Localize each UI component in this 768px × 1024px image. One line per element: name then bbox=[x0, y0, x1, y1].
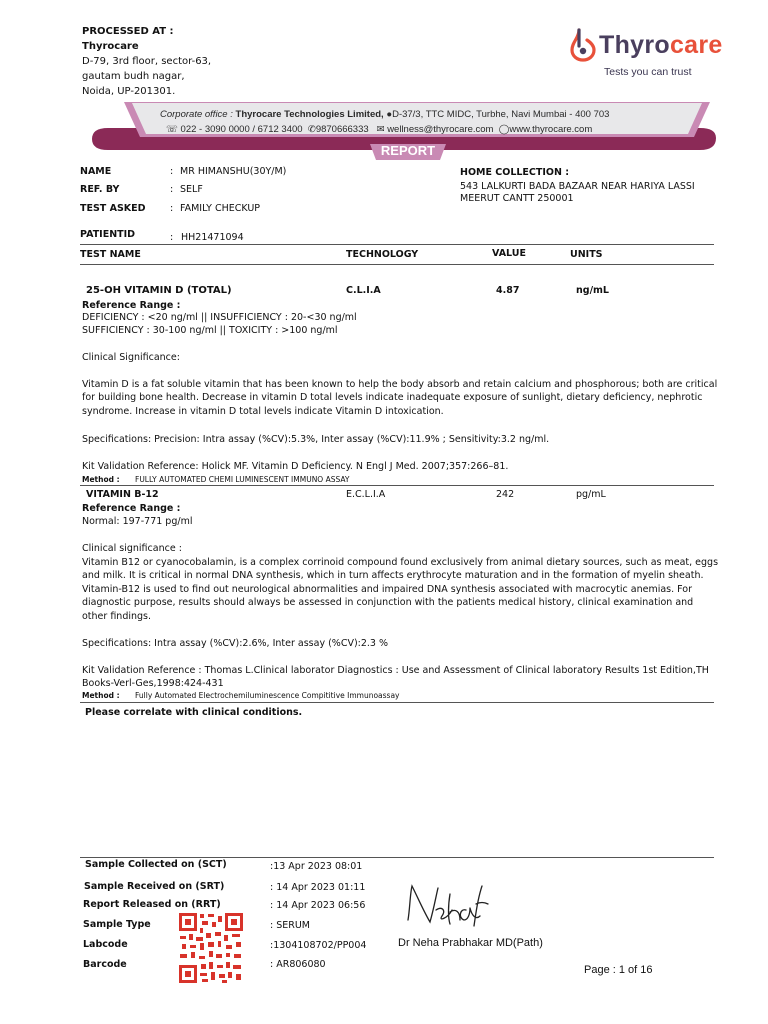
processed-address-line2: gautam budh nagar, bbox=[82, 71, 185, 82]
labcode-label: Labcode bbox=[83, 939, 128, 950]
sample-type-label: Sample Type bbox=[83, 919, 151, 930]
vitd-value: 4.87 bbox=[496, 285, 520, 296]
barcode-value: : AR806080 bbox=[270, 959, 326, 970]
vitd-technology: C.L.I.A bbox=[346, 285, 381, 296]
b12-value: 242 bbox=[496, 489, 515, 500]
b12-clinical-line4: diagnostic purpose, results should always be assessed in conjunction with the patients medical history, clinical examination and bbox=[82, 597, 694, 608]
vitd-reference-line1: DEFICIENCY : <20 ng/ml || INSUFFICIENCY : 20-<30 ng/ml bbox=[82, 312, 357, 323]
vitd-section-rule bbox=[80, 485, 714, 486]
home-collection-label: HOME COLLECTION : bbox=[460, 167, 570, 178]
globe-icon: ◯ bbox=[498, 124, 510, 135]
b12-specifications: Specifications: Intra assay (%CV):2.6%, Inter assay (%CV):2.3 % bbox=[82, 638, 389, 649]
corporate-label: Corporate office : bbox=[160, 109, 233, 120]
processed-lab-name: Thyrocare bbox=[82, 41, 139, 52]
logo-tagline: Tests you can trust bbox=[604, 66, 692, 78]
column-units: UNITS bbox=[570, 249, 603, 260]
vitd-units: ng/mL bbox=[576, 285, 609, 296]
name-colon: : bbox=[170, 166, 174, 177]
b12-section-rule bbox=[80, 702, 714, 703]
b12-clinical-line1: Vitamin B12 or cyanocobalamin, is a complex corrinoid compound found exclusively from animal dietary sources, such as meat, eggs bbox=[82, 557, 719, 568]
vitd-clinical-line1: Vitamin D is a fat soluble vitamin that has been known to help the body absorb and retain calcium and phosphorous; both are critical bbox=[82, 379, 718, 390]
vitd-specifications: Specifications: Precision: Intra assay (%CV):5.3%, Inter assay (%CV):11.9% ; Sensitivity:3.2 ng/ml. bbox=[82, 434, 550, 445]
b12-kit-validation-line1: Kit Validation Reference : Thomas L.Clinical laborator Diagnostics : Use and Assessment of Clinical laboratory Results 1st Edition,TH bbox=[82, 665, 709, 676]
b12-test-name: VITAMIN B-12 bbox=[86, 489, 159, 500]
home-collection-line2: MEERUT CANTT 250001 bbox=[460, 193, 574, 204]
b12-reference-label: Reference Range : bbox=[82, 503, 181, 514]
processed-address-line1: D-79, 3rd floor, sector-63, bbox=[82, 56, 212, 67]
qr-code-icon bbox=[178, 912, 244, 984]
refby-colon: : bbox=[170, 184, 174, 195]
test-asked-label: TEST ASKED bbox=[80, 203, 146, 214]
name-label: NAME bbox=[80, 166, 112, 177]
barcode-label: Barcode bbox=[83, 959, 127, 970]
processed-address-line3: Noida, UP-201301. bbox=[82, 86, 176, 97]
whatsapp-number: 9870666333 bbox=[315, 124, 369, 135]
processed-at-title: PROCESSED AT : bbox=[82, 26, 174, 37]
rrt-value: : 14 Apr 2023 06:56 bbox=[270, 900, 366, 911]
srt-value: : 14 Apr 2023 01:11 bbox=[270, 882, 366, 893]
logo-name-thyro: Thyro bbox=[599, 31, 670, 59]
vitd-reference-line2: SUFFICIENCY : 30-100 ng/ml || TOXICITY : >100 ng/ml bbox=[82, 325, 338, 336]
drop-logo-icon bbox=[570, 28, 598, 62]
refby-label: REF. BY bbox=[80, 184, 120, 195]
b12-method-label: Method : bbox=[82, 691, 120, 700]
doctor-name: Dr Neha Prabhakar MD(Path) bbox=[398, 937, 543, 949]
corporate-address: D-37/3, TTC MIDC, Turbhe, Navi Mumbai - 400 703 bbox=[392, 109, 610, 120]
b12-kit-validation-line2: Books-Verl-Ges,1998:424-431 bbox=[82, 678, 224, 689]
patientid-colon: : bbox=[170, 232, 174, 243]
page-number: Page : 1 of 16 bbox=[584, 964, 653, 976]
srt-label: Sample Received on (SRT) bbox=[84, 881, 225, 892]
phone-numbers: 022 - 3090 0000 / 6712 3400 bbox=[180, 124, 303, 135]
vitd-clinical-line3: syndrome. Increase in vitamin D total levels indicate Vitamin D intoxication. bbox=[82, 406, 444, 417]
table-header-top-rule bbox=[80, 244, 714, 245]
corporate-company: Thyrocare Technologies Limited, bbox=[235, 109, 384, 120]
home-collection-line1: 543 LALKURTI BADA BAZAAR NEAR HARIYA LASSI bbox=[460, 181, 695, 192]
refby-value: SELF bbox=[180, 184, 203, 195]
email-icon: ✉ bbox=[376, 124, 385, 135]
patientid-label: PATIENTID bbox=[80, 229, 136, 240]
column-test-name: TEST NAME bbox=[80, 249, 141, 260]
contact-line bbox=[166, 124, 592, 135]
sct-label: Sample Collected on (SCT) bbox=[85, 859, 227, 870]
b12-clinical-line3: Vitamin-B12 is used to find out neurological abnormalities and impaired DNA synthesis associated with macrocytic anemias. For bbox=[82, 584, 693, 595]
location-pin-icon: ● bbox=[386, 109, 393, 120]
vitd-kit-validation: Kit Validation Reference: Holick MF. Vitamin D Deficiency. N Engl J Med. 2007;357:266–81. bbox=[82, 461, 509, 472]
vitd-test-name: 25-OH VITAMIN D (TOTAL) bbox=[86, 285, 232, 296]
b12-clinical-line2: and milk. It is critical in normal DNA synthesis, which in turn affects erythrocyte maturation and in the formation of myelin sheath. bbox=[82, 570, 704, 581]
vitd-reference-label: Reference Range : bbox=[82, 300, 181, 311]
correlate-note: Please correlate with clinical conditions. bbox=[85, 707, 303, 718]
b12-reference-line1: Normal: 197-771 pg/ml bbox=[82, 516, 193, 527]
b12-clinical-label: Clinical significance : bbox=[82, 543, 182, 554]
column-value: VALUE bbox=[492, 248, 526, 259]
vitd-method-label: Method : bbox=[82, 475, 120, 484]
column-technology: TECHNOLOGY bbox=[346, 249, 419, 260]
test-asked-value: FAMILY CHECKUP bbox=[180, 203, 261, 214]
logo-name-care: care bbox=[669, 31, 723, 59]
sct-value: :13 Apr 2023 08:01 bbox=[270, 861, 363, 872]
b12-method-value: Fully Automated Electrochemiluminescence Compititive Immunoassay bbox=[135, 691, 400, 700]
thyrocare-logo bbox=[570, 26, 730, 86]
corporate-banner bbox=[88, 100, 728, 162]
phone-icon: ☏ bbox=[166, 124, 178, 135]
patient-name: MR HIMANSHU(30Y/M) bbox=[180, 166, 287, 177]
rrt-label: Report Released on (RRT) bbox=[83, 899, 221, 910]
website-url: www.thyrocare.com bbox=[509, 124, 593, 135]
report-label: REPORT bbox=[380, 143, 436, 158]
corporate-office-line bbox=[160, 109, 609, 120]
b12-clinical-line5: other findings. bbox=[82, 611, 152, 622]
email-address: wellness@thyrocare.com bbox=[387, 124, 494, 135]
vitd-method-value: FULLY AUTOMATED CHEMI LUMINESCENT IMMUNO ASSAY bbox=[135, 475, 350, 484]
logo-wordmark bbox=[599, 31, 723, 60]
table-header-bottom-rule bbox=[80, 264, 714, 265]
b12-units: pg/mL bbox=[576, 489, 606, 500]
vitd-clinical-label: Clinical Significance: bbox=[82, 352, 180, 363]
sample-type-value: : SERUM bbox=[270, 920, 311, 931]
patientid-value: HH21471094 bbox=[181, 232, 244, 243]
vitd-clinical-line2: for building bone health. Decrease in vitamin D total levels indicate inadequate exposure of sunlight, dietary deficiency, nephrotic bbox=[82, 392, 703, 403]
b12-technology: E.C.L.I.A bbox=[346, 489, 386, 500]
test-asked-colon: : bbox=[170, 203, 174, 214]
labcode-value: :1304108702/PP004 bbox=[270, 940, 367, 951]
signature-image bbox=[402, 880, 492, 932]
whatsapp-icon: ✆ bbox=[307, 124, 316, 135]
